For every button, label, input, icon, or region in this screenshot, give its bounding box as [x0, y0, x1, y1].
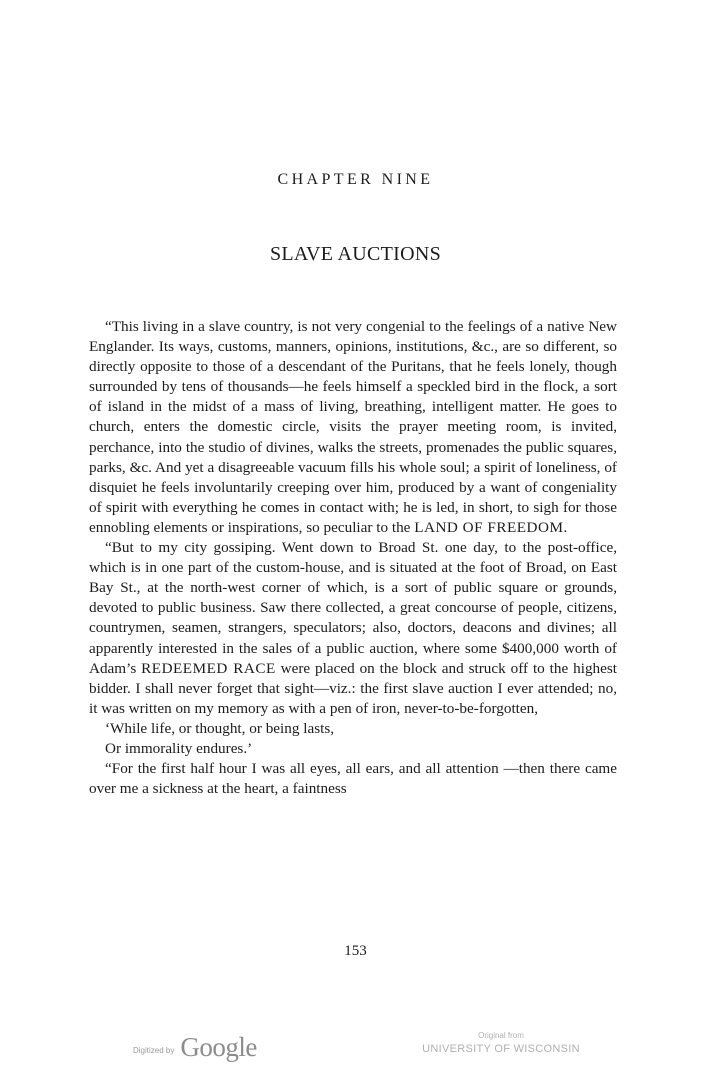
paragraph-1: [89, 317, 617, 538]
google-logo: Google: [180, 1031, 257, 1062]
digitized-by-label: Digitized by: [133, 1045, 175, 1055]
digitized-by-watermark: [133, 1027, 257, 1067]
paragraph-1-end: .: [563, 518, 568, 536]
paragraph-2-text: “But to my city gossiping. Went down to Broad St. one day, to the post-office, which is in one part of the custom-house, and is situated at the foot of Broad, on East Bay St., at the north-west corner of which, is a sort of public square or grounds, devoted to public business. Saw there collected, a great concourse of people, citizens, countrymen, seamen, strangers, speculators; also, doctors, deacons and divines; all apparently interested in the sales of a public auction, where some $400,000 worth of Adam’s: [89, 539, 617, 677]
paragraph-2-end: were placed on the block and struck off to the highest bidder. I shall never forget that sight—viz.: the first slave auction I ever attended; no, it was written on my memory as with a pen of iron, never-to-be-forgotten,: [89, 659, 618, 717]
verse-line-2: Or immorality endures.’: [105, 739, 253, 757]
verse-quote: [89, 719, 617, 759]
body-text: [89, 317, 617, 799]
source-institution: UNIVERSITY OF WISCONSIN: [422, 1043, 580, 1055]
chapter-title: SLAVE AUCTIONS: [269, 243, 442, 265]
land-of-freedom-smallcaps: LAND OF FREEDOM: [414, 518, 564, 536]
page-number: 153: [344, 943, 367, 959]
chapter-label: CHAPTER NINE: [277, 171, 434, 188]
original-from-watermark: [420, 1031, 582, 1057]
paragraph-2: [89, 538, 617, 719]
paragraph-1-text: “This living in a slave country, is not very congenial to the feelings of a native New Englander. Its ways, customs, manners, opinions, institutions, &c., are so different, so directly opposite to those of a descendant of the Puritans, that he feels lonely, though surrounded by tens of thousands—he feels himself a speckled bird in the flock, a sort of island in the midst of a mass of living, breathing, intelligent matter. He goes to church, enters the domestic circle, visits the prayer meeting room, is invited, perchance, into the studio of divines, walks the streets, promenades the public squares, parks, &c. And yet a disagreeable vacuum fills his whole soul; a spirit of loneliness, of disquiet he feels involuntarily creeping over him, produced by a want of congeniality of spirit with everything he comes in contact with; he is led, in short, to sigh for those ennobling elements or inspirations, so peculiar to the: [89, 318, 617, 536]
paragraph-3: “For the first half hour I was all eyes, all ears, and all attention —then there came over me a sickness at the heart, a faintness: [89, 760, 617, 798]
original-from-label: Original from: [478, 1031, 524, 1040]
verse-line-1: ‘While life, or thought, or being lasts,: [105, 719, 335, 737]
redeemed-race-smallcaps: REDEEMED RACE: [141, 659, 276, 677]
